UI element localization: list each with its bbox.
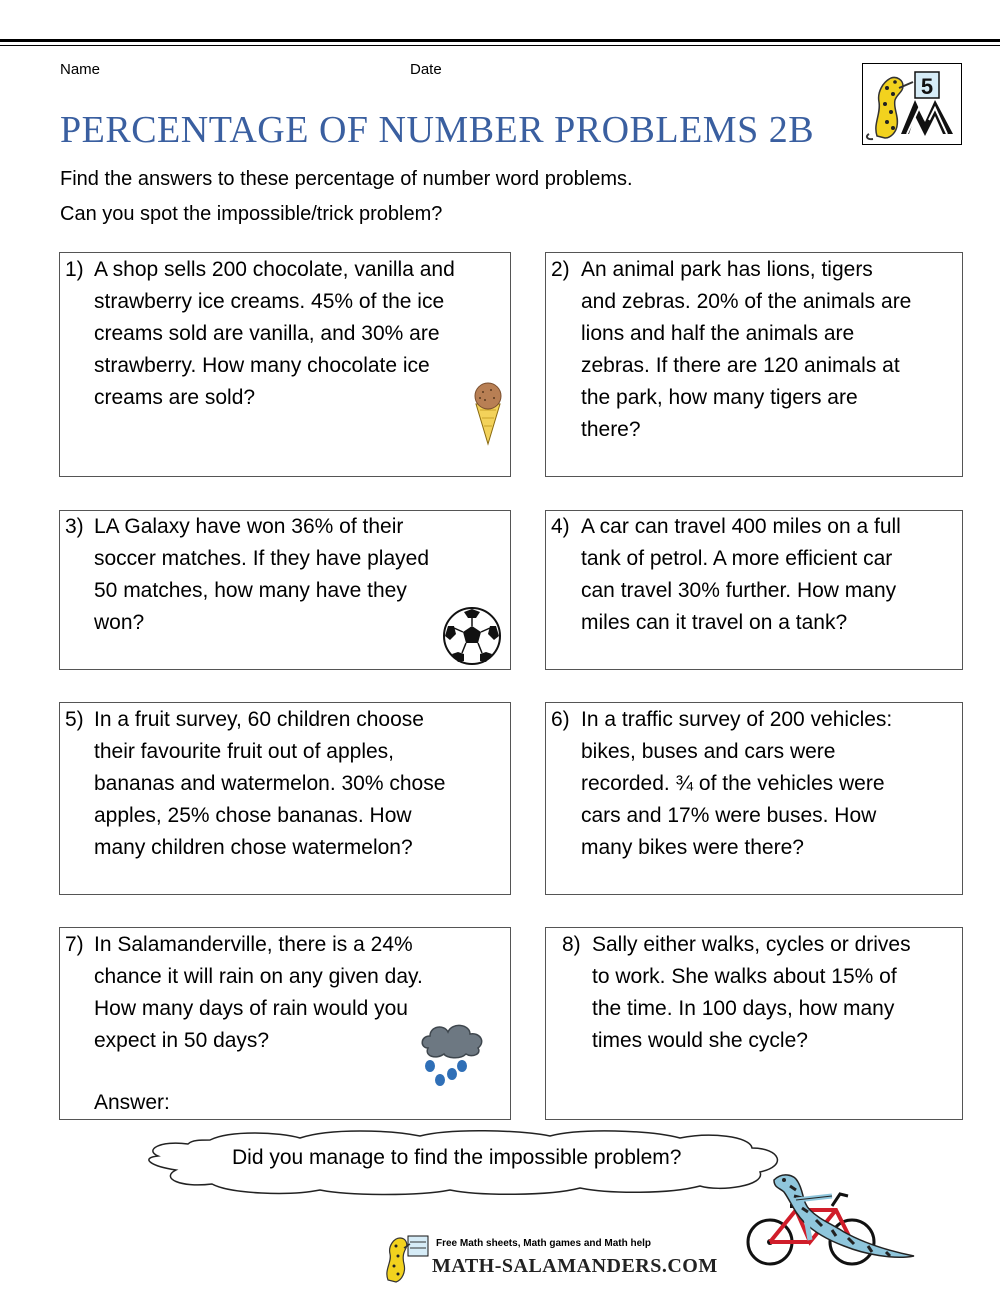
footer-tagline: Free Math sheets, Math games and Math help [436, 1238, 652, 1249]
cloud-message: Did you manage to find the impossible problem? [232, 1146, 682, 1169]
problem-line: can travel 30% further. How many [581, 579, 897, 602]
footer-site-link[interactable]: MATH-SALAMANDERS.COM [432, 1255, 718, 1277]
problem-line: the time. In 100 days, how many [592, 997, 895, 1020]
problem-number: 1) [65, 258, 84, 281]
problem-line: 50 matches, how many have they [94, 579, 407, 602]
problem-line: An animal park has lions, tigers [581, 258, 873, 281]
problem-line: LA Galaxy have won 36% of their [94, 515, 404, 538]
instruction-line-2: Can you spot the impossible/trick problem? [60, 203, 443, 225]
problem-line: to work. She walks about 15% of [592, 965, 897, 988]
grade-logo [862, 63, 962, 145]
problem-number: 8) [562, 933, 581, 956]
problem-line: In a traffic survey of 200 vehicles: [581, 708, 893, 731]
problem-line: and zebras. 20% of the animals are [581, 290, 912, 313]
footer-logo-icon [380, 1234, 432, 1284]
problem-line: times would she cycle? [592, 1029, 808, 1052]
problem-line: miles can it travel on a tank? [581, 611, 848, 634]
rain-cloud-icon [416, 1020, 492, 1088]
problem-line: A car can travel 400 miles on a full [581, 515, 901, 538]
problem-line: How many days of rain would you [94, 997, 408, 1020]
problem-line: lions and half the animals are [581, 322, 855, 345]
problem-line: expect in 50 days? [94, 1029, 270, 1052]
salamander-logo-icon [863, 64, 961, 144]
date-label: Date [410, 61, 442, 78]
problem-line: won? [94, 611, 145, 634]
problem-number: 4) [551, 515, 570, 538]
answer-label: Answer: [94, 1091, 170, 1114]
problem-line: A shop sells 200 chocolate, vanilla and [94, 258, 455, 281]
salamander-bike-icon [744, 1166, 924, 1270]
problem-line: bikes, buses and cars were [581, 740, 836, 763]
problem-line: creams sold are vanilla, and 30% are [94, 322, 440, 345]
top-rule-thin [0, 45, 1000, 46]
problem-number: 7) [65, 933, 84, 956]
problem-line: the park, how many tigers are [581, 386, 858, 409]
problem-line: strawberry ice creams. 45% of the ice [94, 290, 445, 313]
problem-line: creams are sold? [94, 386, 256, 409]
problem-line: their favourite fruit out of apples, [94, 740, 394, 763]
problem-line: many children chose watermelon? [94, 836, 413, 859]
problem-number: 6) [551, 708, 570, 731]
problem-line: apples, 25% chose bananas. How [94, 804, 412, 827]
page-title: PERCENTAGE OF NUMBER PROBLEMS 2B [60, 109, 815, 151]
instruction-line-1: Find the answers to these percentage of number word problems. [60, 168, 633, 190]
problem-line: recorded. ¾ of the vehicles were [581, 772, 885, 795]
problem-number: 3) [65, 515, 84, 538]
ice-cream-icon [470, 380, 506, 446]
problem-number: 2) [551, 258, 570, 281]
problem-line: Sally either walks, cycles or drives [592, 933, 911, 956]
problem-line: chance it will rain on any given day. [94, 965, 423, 988]
problem-line: cars and 17% were buses. How [581, 804, 877, 827]
soccer-ball-icon [442, 606, 502, 666]
problem-number: 5) [65, 708, 84, 731]
problem-line: tank of petrol. A more efficient car [581, 547, 893, 570]
grade-number: 5 [920, 74, 934, 99]
problem-line: strawberry. How many chocolate ice [94, 354, 430, 377]
problem-line: there? [581, 418, 641, 441]
problem-line: many bikes were there? [581, 836, 804, 859]
top-rule-thick [0, 39, 1000, 42]
problem-line: zebras. If there are 120 animals at [581, 354, 900, 377]
problem-line: In Salamanderville, there is a 24% [94, 933, 413, 956]
name-label: Name [60, 61, 101, 78]
problem-line: In a fruit survey, 60 children choose [94, 708, 424, 731]
problem-line: bananas and watermelon. 30% chose [94, 772, 446, 795]
problem-line: soccer matches. If they have played [94, 547, 430, 570]
